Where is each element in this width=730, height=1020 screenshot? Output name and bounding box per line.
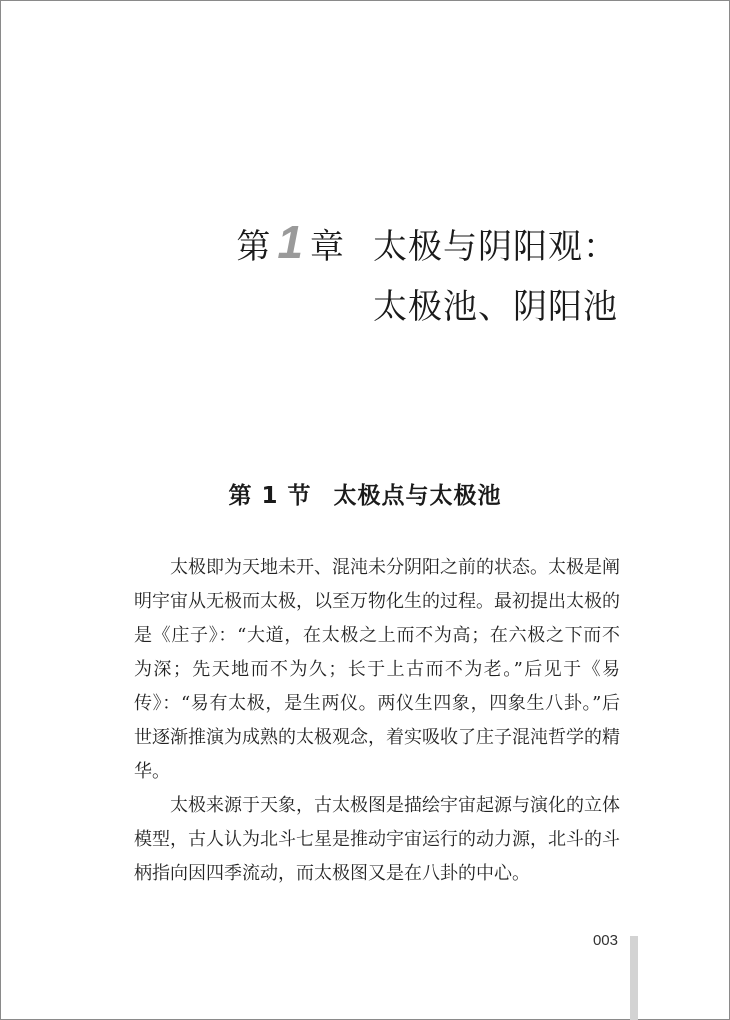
chapter-prefix: 第 <box>236 227 272 267</box>
margin-bar <box>630 936 638 1020</box>
section-title: 太极点与太极池 <box>333 483 502 509</box>
chapter-title <box>236 212 618 337</box>
page-number: 003 <box>592 932 618 949</box>
chapter-number: 1 <box>277 216 304 268</box>
chapter-title-line-1 <box>236 212 618 277</box>
chapter-suffix: 章 <box>310 227 345 267</box>
section-heading <box>0 477 730 510</box>
body-text <box>134 551 620 891</box>
chapter-title-line-2: 太极池、阴阳池 <box>373 287 618 327</box>
chapter-title-text-1: 太极与阴阳观： <box>373 227 618 267</box>
section-label: 第 1 节 <box>228 483 312 509</box>
paragraph: 太极即为天地未开、混沌未分阴阳之前的状态。太极是阐明宇宙从无极而太极，以至万物化生的过程。最初提出太极的是《庄子》：“大道，在太极之上而不为高；在六极之下而不为深；先天地而不为久；长于上古而不为老。”后见于《易传》：“易有太极，是生两仪。两仪生四象，四象生八卦。”后世逐渐推演为成熟的太极观念，着实吸收了庄子混沌哲学的精华。 <box>134 557 620 782</box>
paragraph: 太极来源于天象，古太极图是描绘宇宙起源与演化的立体模型，古人认为北斗七星是推动宇宙运行的动力源，北斗的斗柄指向因四季流动，而太极图又是在八卦的中心。 <box>134 795 620 884</box>
